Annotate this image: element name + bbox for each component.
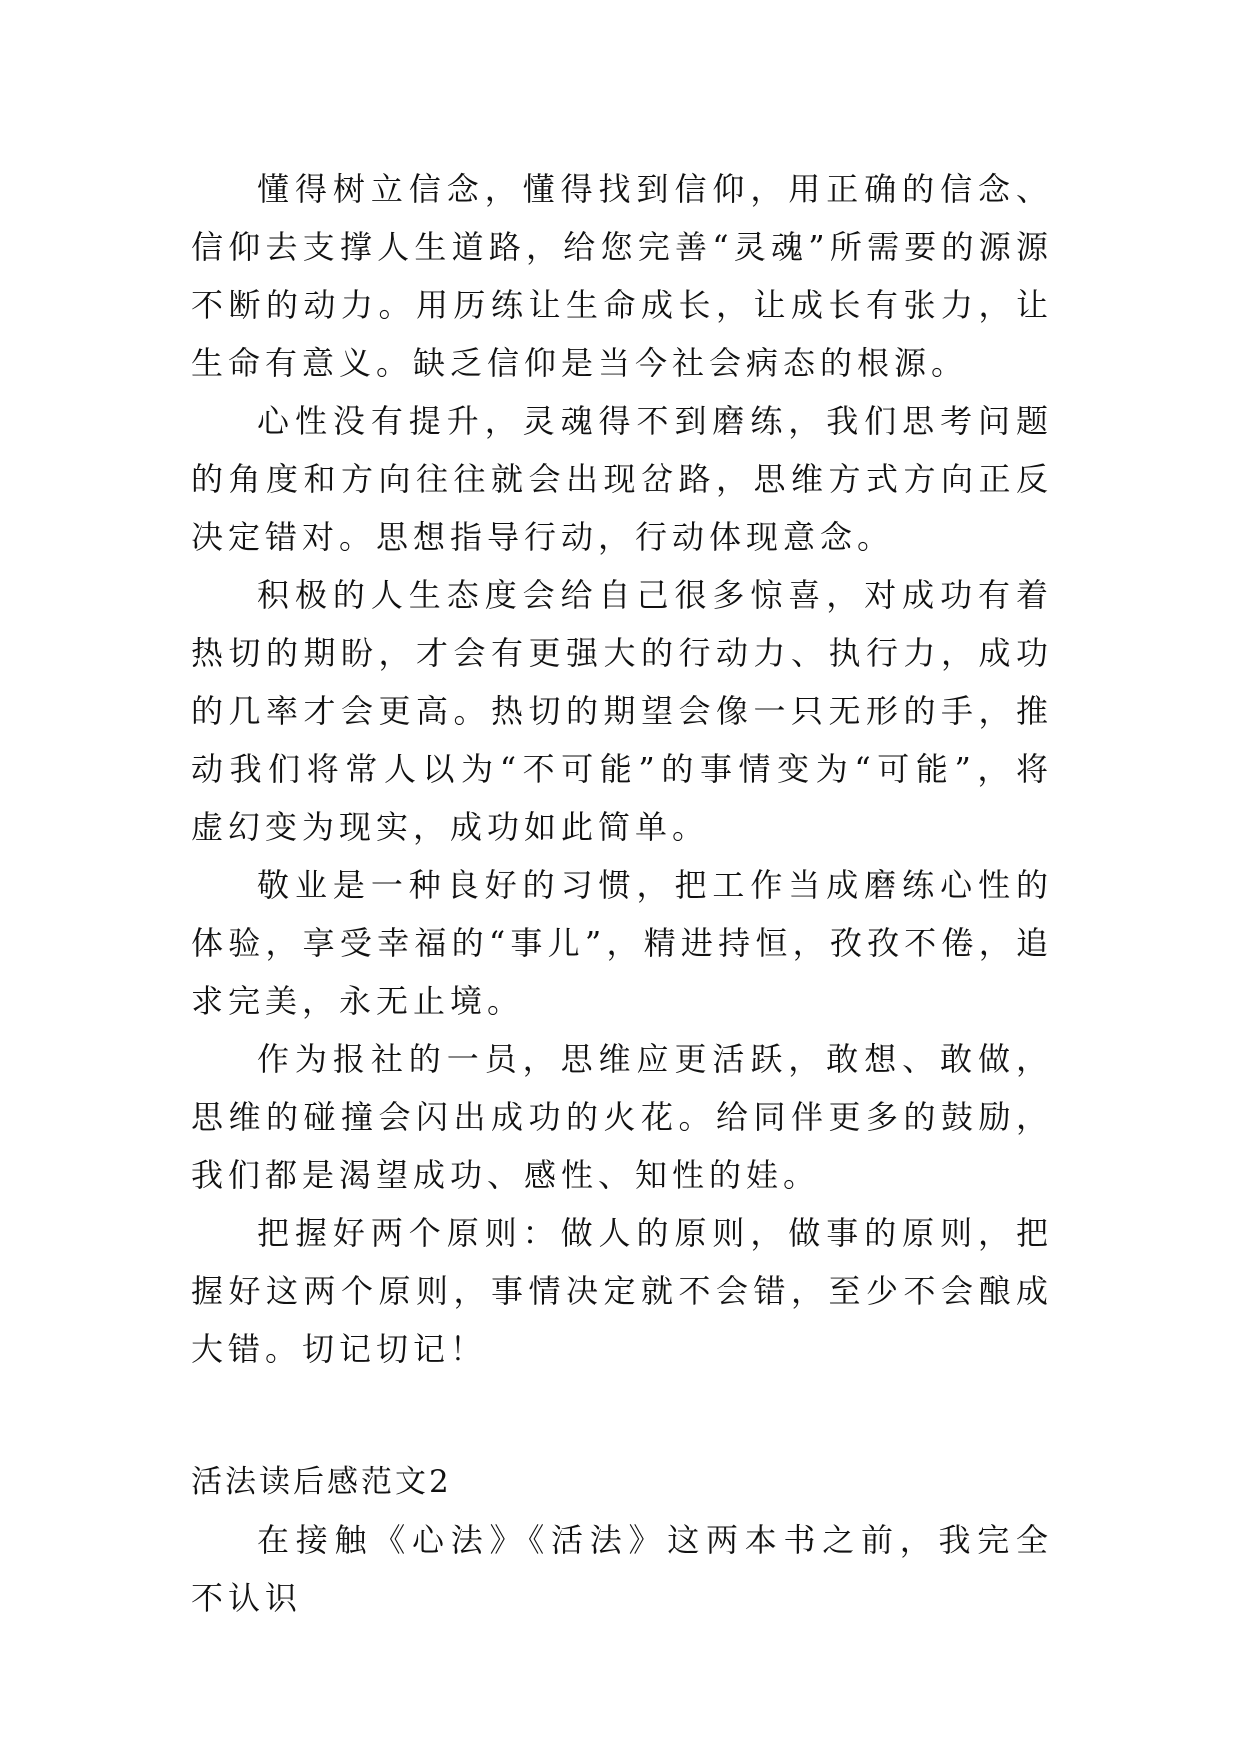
document-body xyxy=(191,160,1053,1627)
paragraph-attitude: 积极的人生态度会给自己很多惊喜，对成功有着热切的期盼，才会有更强大的行动力、执行力，成功的几率才会更高。热切的期望会像一只无形的手，推动我们将常人以为“不可能”的事情变为“可能”，将虚幻变为现实，成功如此简单。 xyxy=(191,576,1053,846)
paragraph-mind: 心性没有提升，灵魂得不到磨练，我们思考问题的角度和方向往往就会出现岔路，思维方式方向正反决定错对。思想指导行动，行动体现意念。 xyxy=(191,402,1053,556)
paragraph-principles: 把握好两个原则：做人的原则，做事的原则，把握好这两个原则，事情决定就不会错，至少不会酿成大错。切记切记！ xyxy=(191,1214,1053,1368)
paragraph-belief: 懂得树立信念，懂得找到信仰，用正确的信念、信仰去支撑人生道路，给您完善“灵魂”所需要的源源不断的动力。用历练让生命成长，让成长有张力，让生命有意义。缺乏信仰是当今社会病态的根源。 xyxy=(191,170,1053,382)
paragraph-newspaper: 作为报社的一员，思维应更活跃，敢想、敢做，思维的碰撞会闪出成功的火花。给同伴更多的鼓励，我们都是渴望成功、感性、知性的娃。 xyxy=(191,1040,1053,1194)
section-first-paragraph: 在接触《心法》《活法》这两本书之前，我完全不认识 xyxy=(191,1521,1053,1617)
paragraph-dedication: 敬业是一种良好的习惯，把工作当成磨练心性的体验，享受幸福的“事儿”，精进持恒，孜孜不倦，追求完美，永无止境。 xyxy=(191,866,1053,1020)
section-heading: 活法读后感范文2 xyxy=(191,1464,452,1500)
